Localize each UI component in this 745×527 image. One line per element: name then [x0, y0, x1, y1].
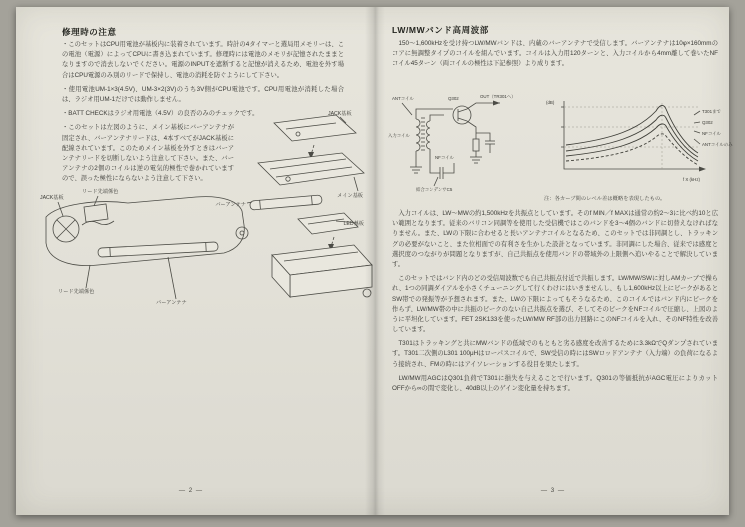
label-bar-antenna-left: バーアンテナ — [156, 300, 187, 306]
label-nf-coil: NFコイル — [435, 155, 454, 160]
label-input-coil: 入力コイル — [388, 133, 410, 138]
rf-intro-paragraph: 150〜1,600kHzを受け持つLW/MWバンドは、内蔵のバーアンテナで受信します。バーアンテナは10φ×160mmのコアに無調整タイプのコイルを組んでいます。コイルは入力用120ターンと、入力コイルから4mm離して巻いたNFコイル45ターン（両コイルの極性は下記参照）より成ります。 — [392, 40, 718, 68]
curve-label-t301: T301まで — [702, 109, 721, 114]
label-jack-board-left: JACK基板 — [40, 195, 64, 201]
label-out-tr301: OUT（TR301へ） — [480, 94, 516, 99]
rf-section-body — [392, 209, 718, 398]
left-page-number: — 2 — — [178, 487, 204, 494]
rf-circuit-diagram — [388, 91, 538, 196]
book-spread — [16, 7, 733, 515]
exploded-view-diagram — [36, 107, 376, 317]
label-lead-tip-lower: リード先端係色 — [58, 289, 95, 295]
label-bar-antenna-right: バーアンテナ — [215, 202, 246, 208]
curve-label-nf-coil: NFコイル — [702, 131, 721, 136]
chart-note: 注：各カーブ間のレベル差は概略を表現したもの。 — [544, 196, 666, 202]
chart-axes — [561, 101, 706, 172]
curve-label-ant-only: ANTコイルのみ — [702, 142, 733, 147]
bar-antenna-cylinder — [250, 195, 323, 210]
repair-note-battery-types: ・使用電池UM-1×3(4.5V)、UM-3×2(3V)のうち3V側がCPU電池です。CPU用電池が消耗した場合は、ラジオ用UM-1だけでは動作しません。 — [62, 85, 344, 103]
right-page-number: — 3 — — [540, 487, 566, 494]
rf-section-intro — [392, 39, 718, 74]
right-page-title: LW/MWバンド高周波部 — [392, 25, 489, 35]
label-led-board: LED基板 — [343, 221, 364, 227]
left-page-title: 修理時の注意 — [62, 27, 117, 37]
label-lead-tip-upper: リード先端係色 — [82, 189, 119, 195]
label-q302: Q302 — [448, 96, 459, 101]
label-main-board: メイン基板 — [337, 193, 363, 199]
page-gutter — [365, 7, 385, 515]
curve-t301 — [566, 105, 698, 153]
curve-label-q302: Q302 — [702, 120, 713, 125]
cabinet-tray-drawing — [272, 245, 372, 297]
chart-xlabel: f X (kHz) — [682, 177, 700, 182]
jack-board-drawing — [274, 115, 356, 141]
label-c5: 結合コンデンサC5 — [416, 187, 453, 192]
curve-q302 — [566, 115, 698, 157]
paragraph-self-resonance: このセットではバンド内のどの受信周波数でも自己共振点付近で共振します。LW/MW/SWに対しAMカーブで操られ、1つの同調ダイアルを小さくチューニングして行くわけにはいきませんし、もし1,600kHz以上にピークがあるとSW帯での発振等が予想されます。また、LWの下限によってもそうなるため、このコイルではバンド内にピークを作らず、LW/MW帯の中に共振のピークのない自己共振点を選び、そしてそのピークをNFコイルで圧縮し、上図のように平坦化しています。FET 2SK133を使ったLW/MW RF部の出力回路にこのNFコイルを入れ、そのNF特性を改善しています。 — [392, 275, 718, 334]
paragraph-agc: LW/MW用AGCはQ301負荷でT301に損失を与えることで行います。Q301の等価抵抗がAGC電圧によりカットOFFから∞の間で変化し、40dB以上のゲイン変化量を持ちます。 — [392, 374, 718, 392]
main-board-drawing — [258, 153, 364, 185]
paragraph-t301-qdamp: T301はトラッキングと共にMWバンドの低域でのもともと劣る感度を改善するために3.3kΩでQダンプされています。T301二次側のL301 100μHはローパスコイルで、SW受信の時にはSWロッドアンテナ（入力端）の負荷になるよう接続され、FMの時にはアイソレーションする役目を果たします。 — [392, 340, 718, 368]
paragraph-input-coil: 入力コイルは、LW〜MWの約1,500kHzを共振点としています。そのf MIN／f MAXは通常の約2〜3に比べ約10と広い範囲となります。従来のバリコン同調等を使用した受信機ではこのバンドを3〜4個のバンドに切替えなければなりません。また、LWの下限に合わせると長いアンテナコイルとなるため、このセットでは非同調とし、トラッキングの必要がないこと、また位相面での有利さを生かした設計となっています。非同調にした場合、従来では感度と選択度のつながりが問題となりますが、自己共振点を使用バンドの帯域外の上限側へ追いやることで解決しています。 — [392, 210, 718, 268]
label-ant-coil: ANTコイル — [392, 96, 414, 101]
circuit-wiring — [410, 101, 500, 180]
label-jack-board-right: JACK基板 — [328, 111, 352, 117]
repair-note-bar-antenna: ・このセットは左図のように、メイン基板にバーアンテナが固定され、バーアンテナリードは、4本すべてがJACK基板に配線されています。このためメイン基板を外すときはバーアンテナリードを切断しないよう注意して下さい。また、バーアンテナの2個のコイルは逆の電気的極性で巻かれていますので、誤った極性にならないよう注意して下さい。 — [62, 124, 234, 183]
chart-ylabel: (dB) — [546, 100, 555, 105]
repair-note-batt-check: ・BATT CHECKはラジオ用電池（4.5V）の良否のみのチェックです。 — [62, 110, 259, 118]
repair-note-battery: ・このセットはCPU用電池が基板内に装着されています。時計の4タイマーと選局用メモリーは、この電池（電源）によってCPUに書き込まれています。修理時には電池のメモリが記憶されたままとなりますので消去しないでください。電源のINPUTを遮断すると記憶が消えるため、電池を外す場合はCPU電源のみ別のリードで保持し、電池の消耗を防ぐようにして下さい。 — [62, 41, 344, 79]
chart-curves — [566, 105, 698, 165]
frequency-response-chart — [544, 95, 733, 191]
